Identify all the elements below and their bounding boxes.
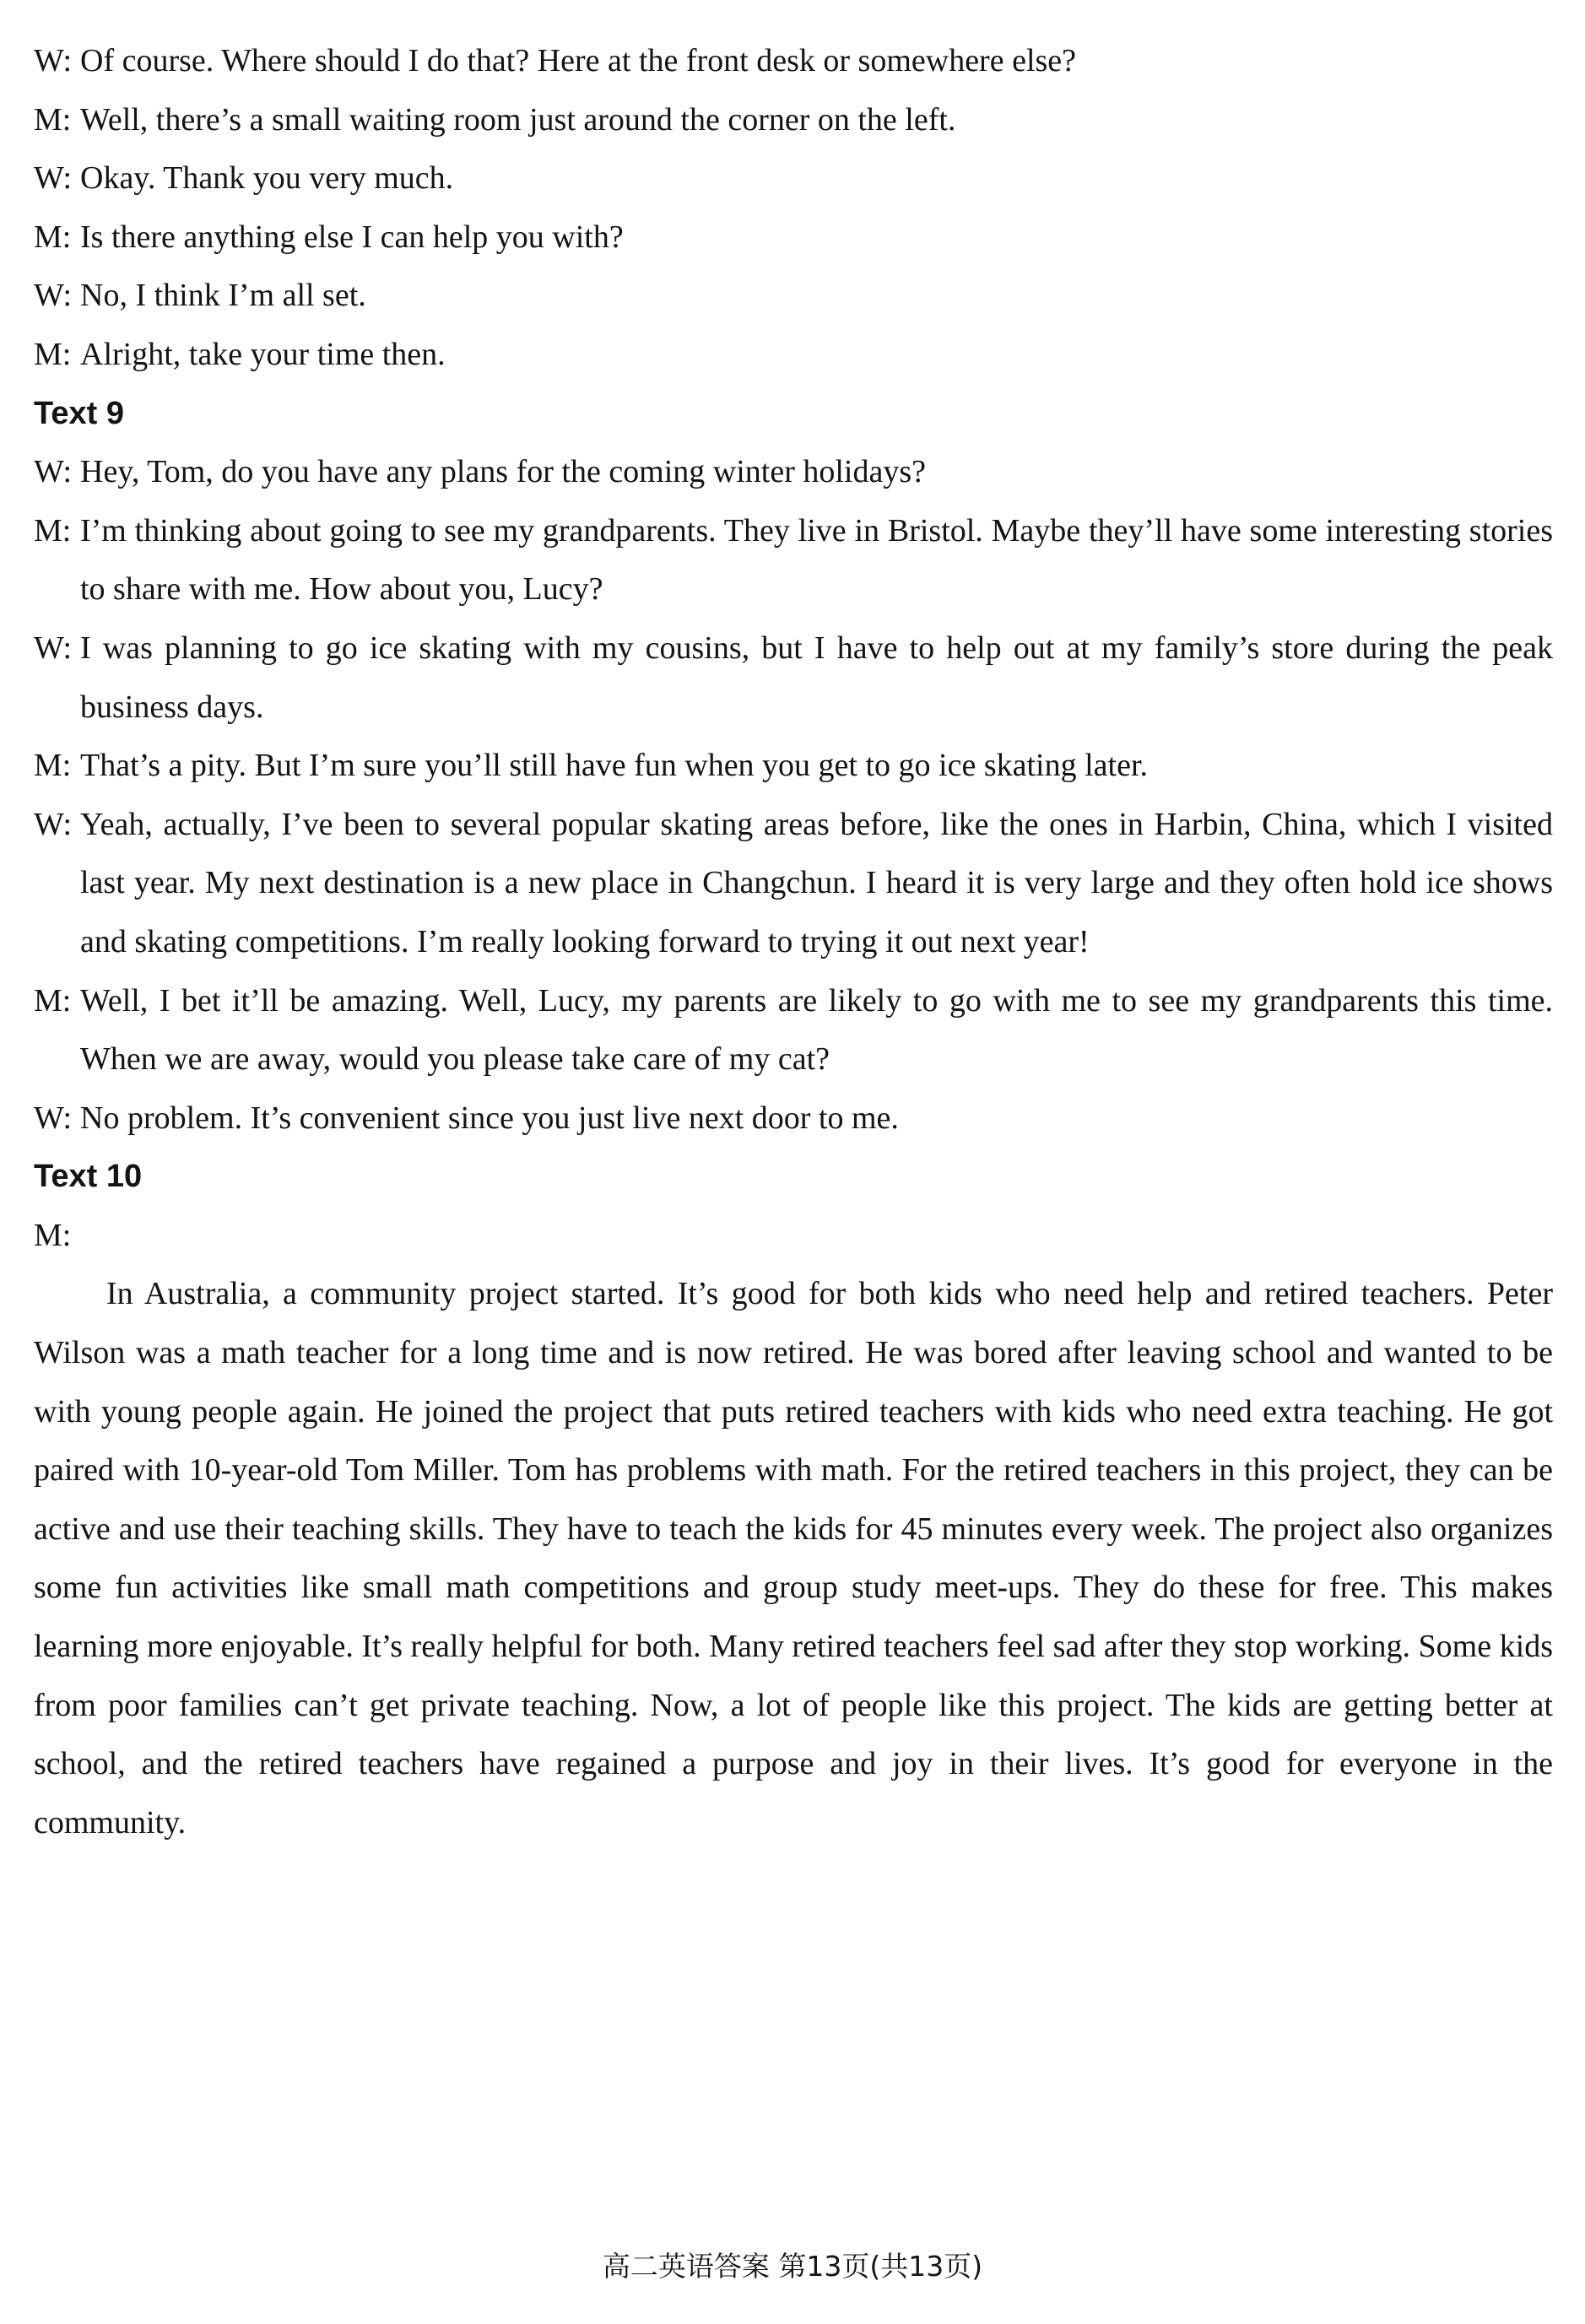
dialogue-line [34,149,1553,208]
speaker-label: M: [34,101,72,138]
dialogue-line [34,208,1553,268]
dialogue-text: Hey, Tom, do you have any plans for the coming winter holidays? [80,454,927,490]
dialogue-line [34,972,1553,1089]
dialogue-line [34,737,1553,796]
dialogue-text: That’s a pity. But I’m sure you’ll still have fun when you get to go ice skating later. [80,748,1149,784]
dialogue-text: I’m thinking about going to see my grandparents. They live in Bristol. Maybe they’ll have some interesting stories to share with me. How about you, Lucy? [80,512,1553,608]
speaker-label: W: [34,43,73,78]
dialogue-text: No, I think I’m all set. [80,278,366,314]
dialogue-line [34,619,1553,737]
dialogue-text: No problem. It’s convenient since you just live next door to me. [80,1100,899,1136]
dialogue-line [34,326,1553,385]
text8-dialogue [34,32,1553,385]
text9-heading: Text 9 [34,395,125,431]
dialogue-text: Of course. Where should I do that? Here at the front desk or somewhere else? [80,43,1077,78]
speaker-label: W: [34,1100,73,1136]
speaker-label: M: [34,748,72,784]
speaker-label: W: [34,806,73,842]
text9-dialogue [34,443,1553,1148]
page-footer: 高二英语答案 第13页(共13页) [602,2250,983,2283]
dialogue-text: Yeah, actually, I’ve been to several popular skating areas before, like the ones in Harbin, China, which I visited last year. My next destination is a new place in Changchun. I heard it is very large and they often hold ice shows and skating competitions. I’m really looking forward to trying it out next year! [80,806,1553,959]
dialogue-text: Well, I bet it’ll be amazing. Well, Lucy, my parents are likely to go with me to see my grandparents this time. When we are away, would you please take care of my cat? [80,982,1553,1078]
speaker-label: M: [34,336,72,372]
document-page [34,32,1553,1852]
text10-paragraph: In Australia, a community project started. It’s good for both kids who need help and retired teachers. Peter Wilson was a math teacher for a long time and is now retired. He was bored after leaving school and wanted to be with young people again. He joined the project that puts retired teachers with kids who need extra teaching. He got paired with 10-year-old Tom Miller. Tom has problems with math. For the retired teachers in this project, they can be active and use their teaching skills. They have to teach the kids for 45 minutes every week. The project also organizes some fun activities like small math competitions and group study meet-ups. They do these for free. This makes learning more enjoyable. It’s really helpful for both. Many retired teachers feel sad after they stop working. Some kids from poor families can’t get private teaching. Now, a lot of people like this project. The kids are getting better at school, and the retired teachers have regained a purpose and joy in their lives. It’s good for everyone in the community. [34,1276,1553,1840]
text10-heading: Text 10 [34,1159,143,1195]
dialogue-text: I was planning to go ice skating with my cousins, but I have to help out at my family’s store during the peak business days. [80,630,1553,725]
dialogue-line [34,796,1553,972]
dialogue-text: Okay. Thank you very much. [80,160,454,197]
speaker-label: W: [34,630,73,666]
speaker-label: M: [34,219,72,255]
dialogue-line [34,1089,1553,1148]
speaker-label: W: [34,160,73,197]
dialogue-text: Is there anything else I can help you with? [80,219,624,255]
dialogue-text: Well, there’s a small waiting room just around the corner on the left. [80,101,956,138]
speaker-label: W: [34,454,73,490]
dialogue-line [34,502,1553,619]
speaker-label: M: [34,982,72,1019]
dialogue-line [34,267,1553,326]
dialogue-line [34,91,1553,150]
speaker-label: W: [34,278,73,314]
text10-speaker-label: M: [34,1217,72,1253]
dialogue-text: Alright, take your time then. [80,336,446,372]
speaker-label: M: [34,512,72,549]
dialogue-line [34,32,1553,91]
dialogue-line [34,443,1553,502]
